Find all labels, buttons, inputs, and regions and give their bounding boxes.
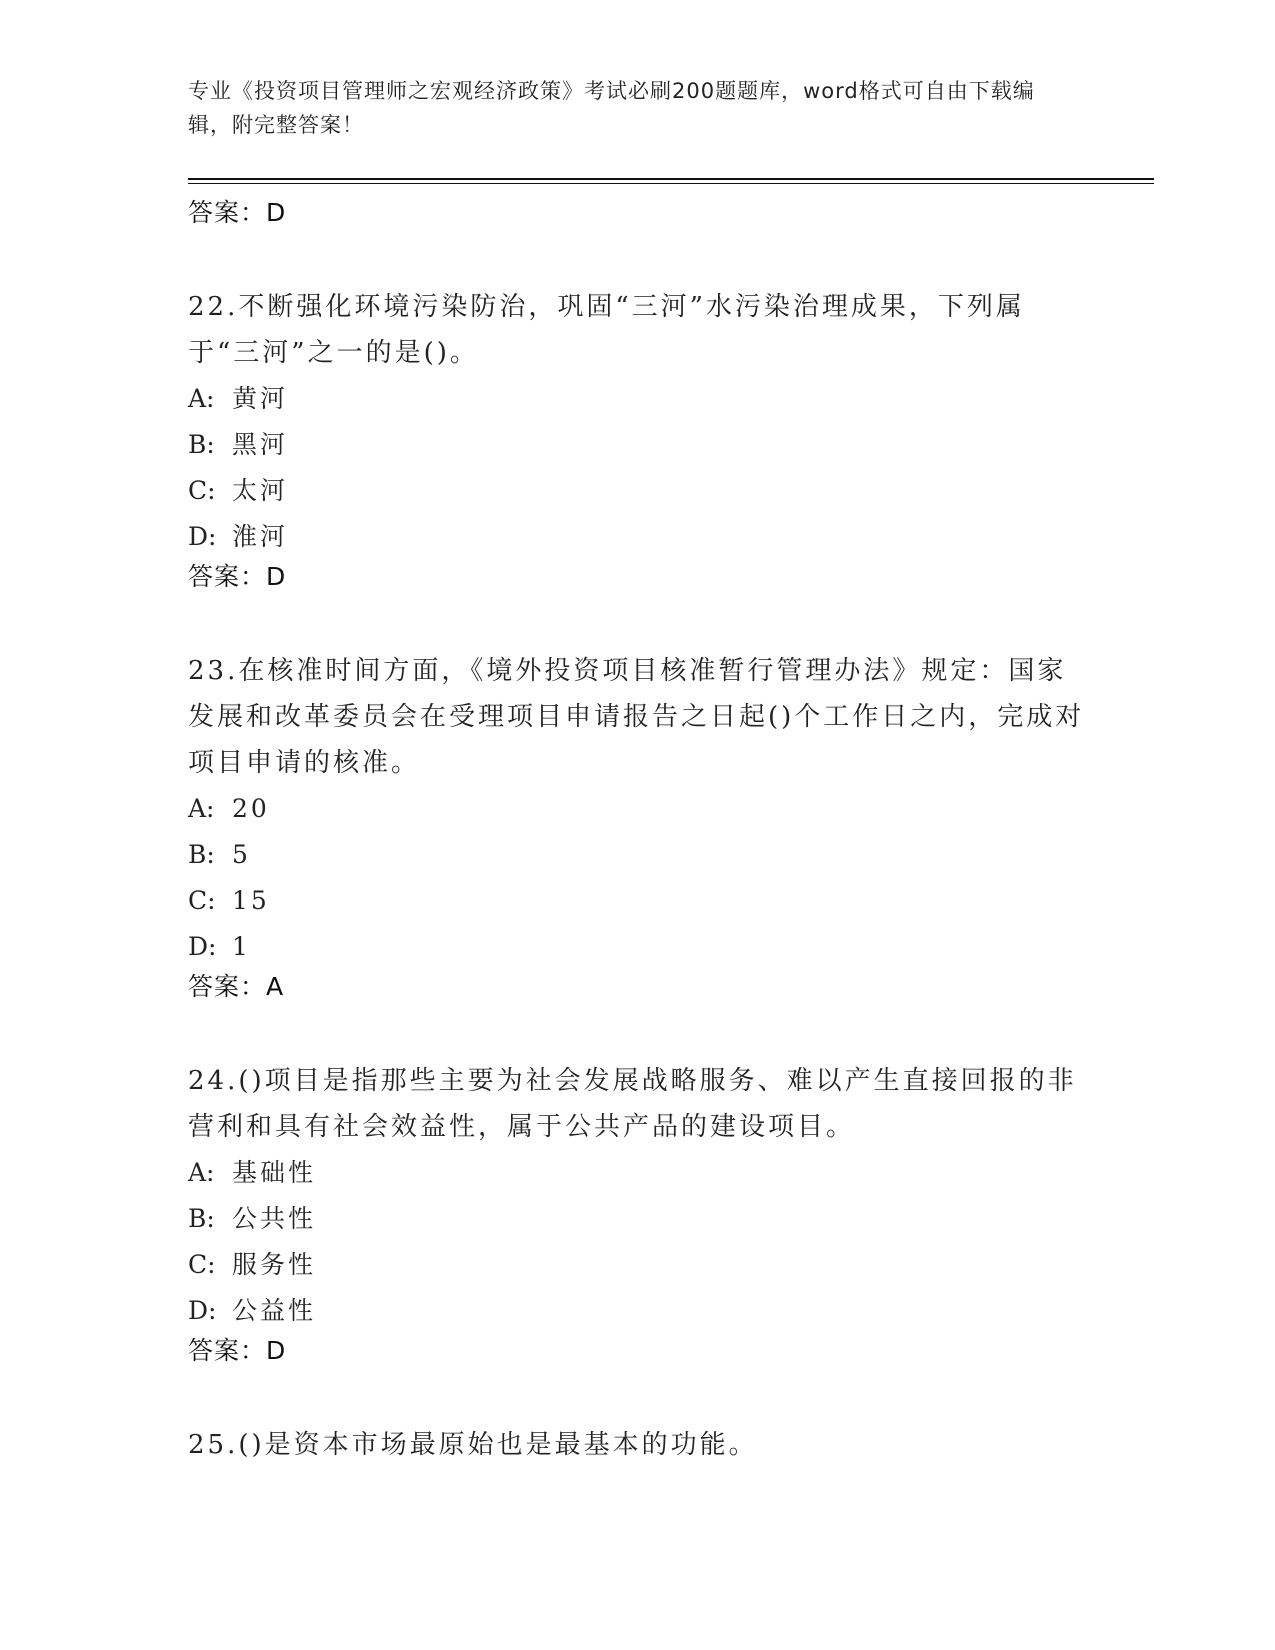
option-key: D: <box>188 522 217 551</box>
spacer <box>188 230 1088 284</box>
answer-label: 答案： <box>188 972 267 1001</box>
option-text: 20 <box>232 794 270 823</box>
option-key: B: <box>188 840 215 869</box>
option-key: C: <box>188 476 216 505</box>
option-c <box>188 1242 1088 1288</box>
option-c <box>188 468 1088 514</box>
document-content <box>188 196 1088 1468</box>
header-rule-top <box>188 178 1154 180</box>
answer-value: A <box>266 972 285 1001</box>
answer-line <box>188 1334 1088 1368</box>
option-key: A: <box>188 794 215 823</box>
answer-label: 答案： <box>188 1336 267 1365</box>
option-a <box>188 786 1088 832</box>
answer-value: D <box>266 198 287 227</box>
option-text: 公共性 <box>232 1204 317 1233</box>
option-text: 太河 <box>232 476 289 505</box>
option-text: 服务性 <box>232 1250 317 1279</box>
option-a <box>188 1150 1088 1196</box>
answer-label: 答案： <box>188 562 267 591</box>
option-text: 黄河 <box>232 384 289 413</box>
option-key: B: <box>188 430 215 459</box>
question-text: 25.()是资本市场最原始也是最基本的功能。 <box>188 1430 758 1460</box>
option-text: 黑河 <box>232 430 289 459</box>
spacer <box>188 1368 1088 1422</box>
option-b <box>188 1196 1088 1242</box>
question-block-25 <box>188 1422 1088 1468</box>
document-header: 专业《投资项目管理师之宏观经济政策》考试必刷200题题库，word格式可自由下载编辑，附完整答案！ <box>188 79 1035 137</box>
option-text: 15 <box>232 886 270 915</box>
option-key: D: <box>188 932 217 961</box>
answer-value: D <box>266 562 287 591</box>
option-c <box>188 878 1088 924</box>
question-text: 23.在核准时间方面，《境外投资项目核准暂行管理办法》规定：国家发展和改革委员会在受理项目申请报告之日起()个工作日之内，完成对项目申请的核准。 <box>188 656 1085 778</box>
option-key: A: <box>188 1158 215 1187</box>
answer-line <box>188 560 1088 594</box>
option-key: C: <box>188 886 216 915</box>
header-rule-bottom <box>188 183 1154 184</box>
option-d <box>188 514 1088 560</box>
option-text: 公益性 <box>232 1296 317 1325</box>
option-d <box>188 924 1088 970</box>
spacer <box>188 594 1088 648</box>
option-key: D: <box>188 1296 217 1325</box>
answer-label: 答案： <box>188 198 267 227</box>
option-text: 1 <box>232 932 251 961</box>
answer-line <box>188 196 1088 230</box>
spacer <box>188 1004 1088 1058</box>
option-key: C: <box>188 1250 216 1279</box>
option-d <box>188 1288 1088 1334</box>
option-text: 淮河 <box>232 522 289 551</box>
question-block-24 <box>188 1058 1088 1368</box>
question-text: 22.不断强化环境污染防治，巩固“三河”水污染治理成果，下列属于“三河”之一的是()。 <box>188 292 1025 368</box>
question-text: 24.()项目是指那些主要为社会发展战略服务、难以产生直接回报的非营利和具有社会效益性，属于公共产品的建设项目。 <box>188 1066 1077 1142</box>
question-block-22 <box>188 284 1088 594</box>
option-key: B: <box>188 1204 215 1233</box>
answer-line <box>188 970 1088 1004</box>
answer-block-21 <box>188 196 1088 230</box>
option-key: A: <box>188 384 215 413</box>
option-b <box>188 422 1088 468</box>
question-block-23 <box>188 648 1088 1004</box>
option-text: 5 <box>232 840 251 869</box>
option-text: 基础性 <box>232 1158 317 1187</box>
option-b <box>188 832 1088 878</box>
option-a <box>188 376 1088 422</box>
answer-value: D <box>266 1336 287 1365</box>
